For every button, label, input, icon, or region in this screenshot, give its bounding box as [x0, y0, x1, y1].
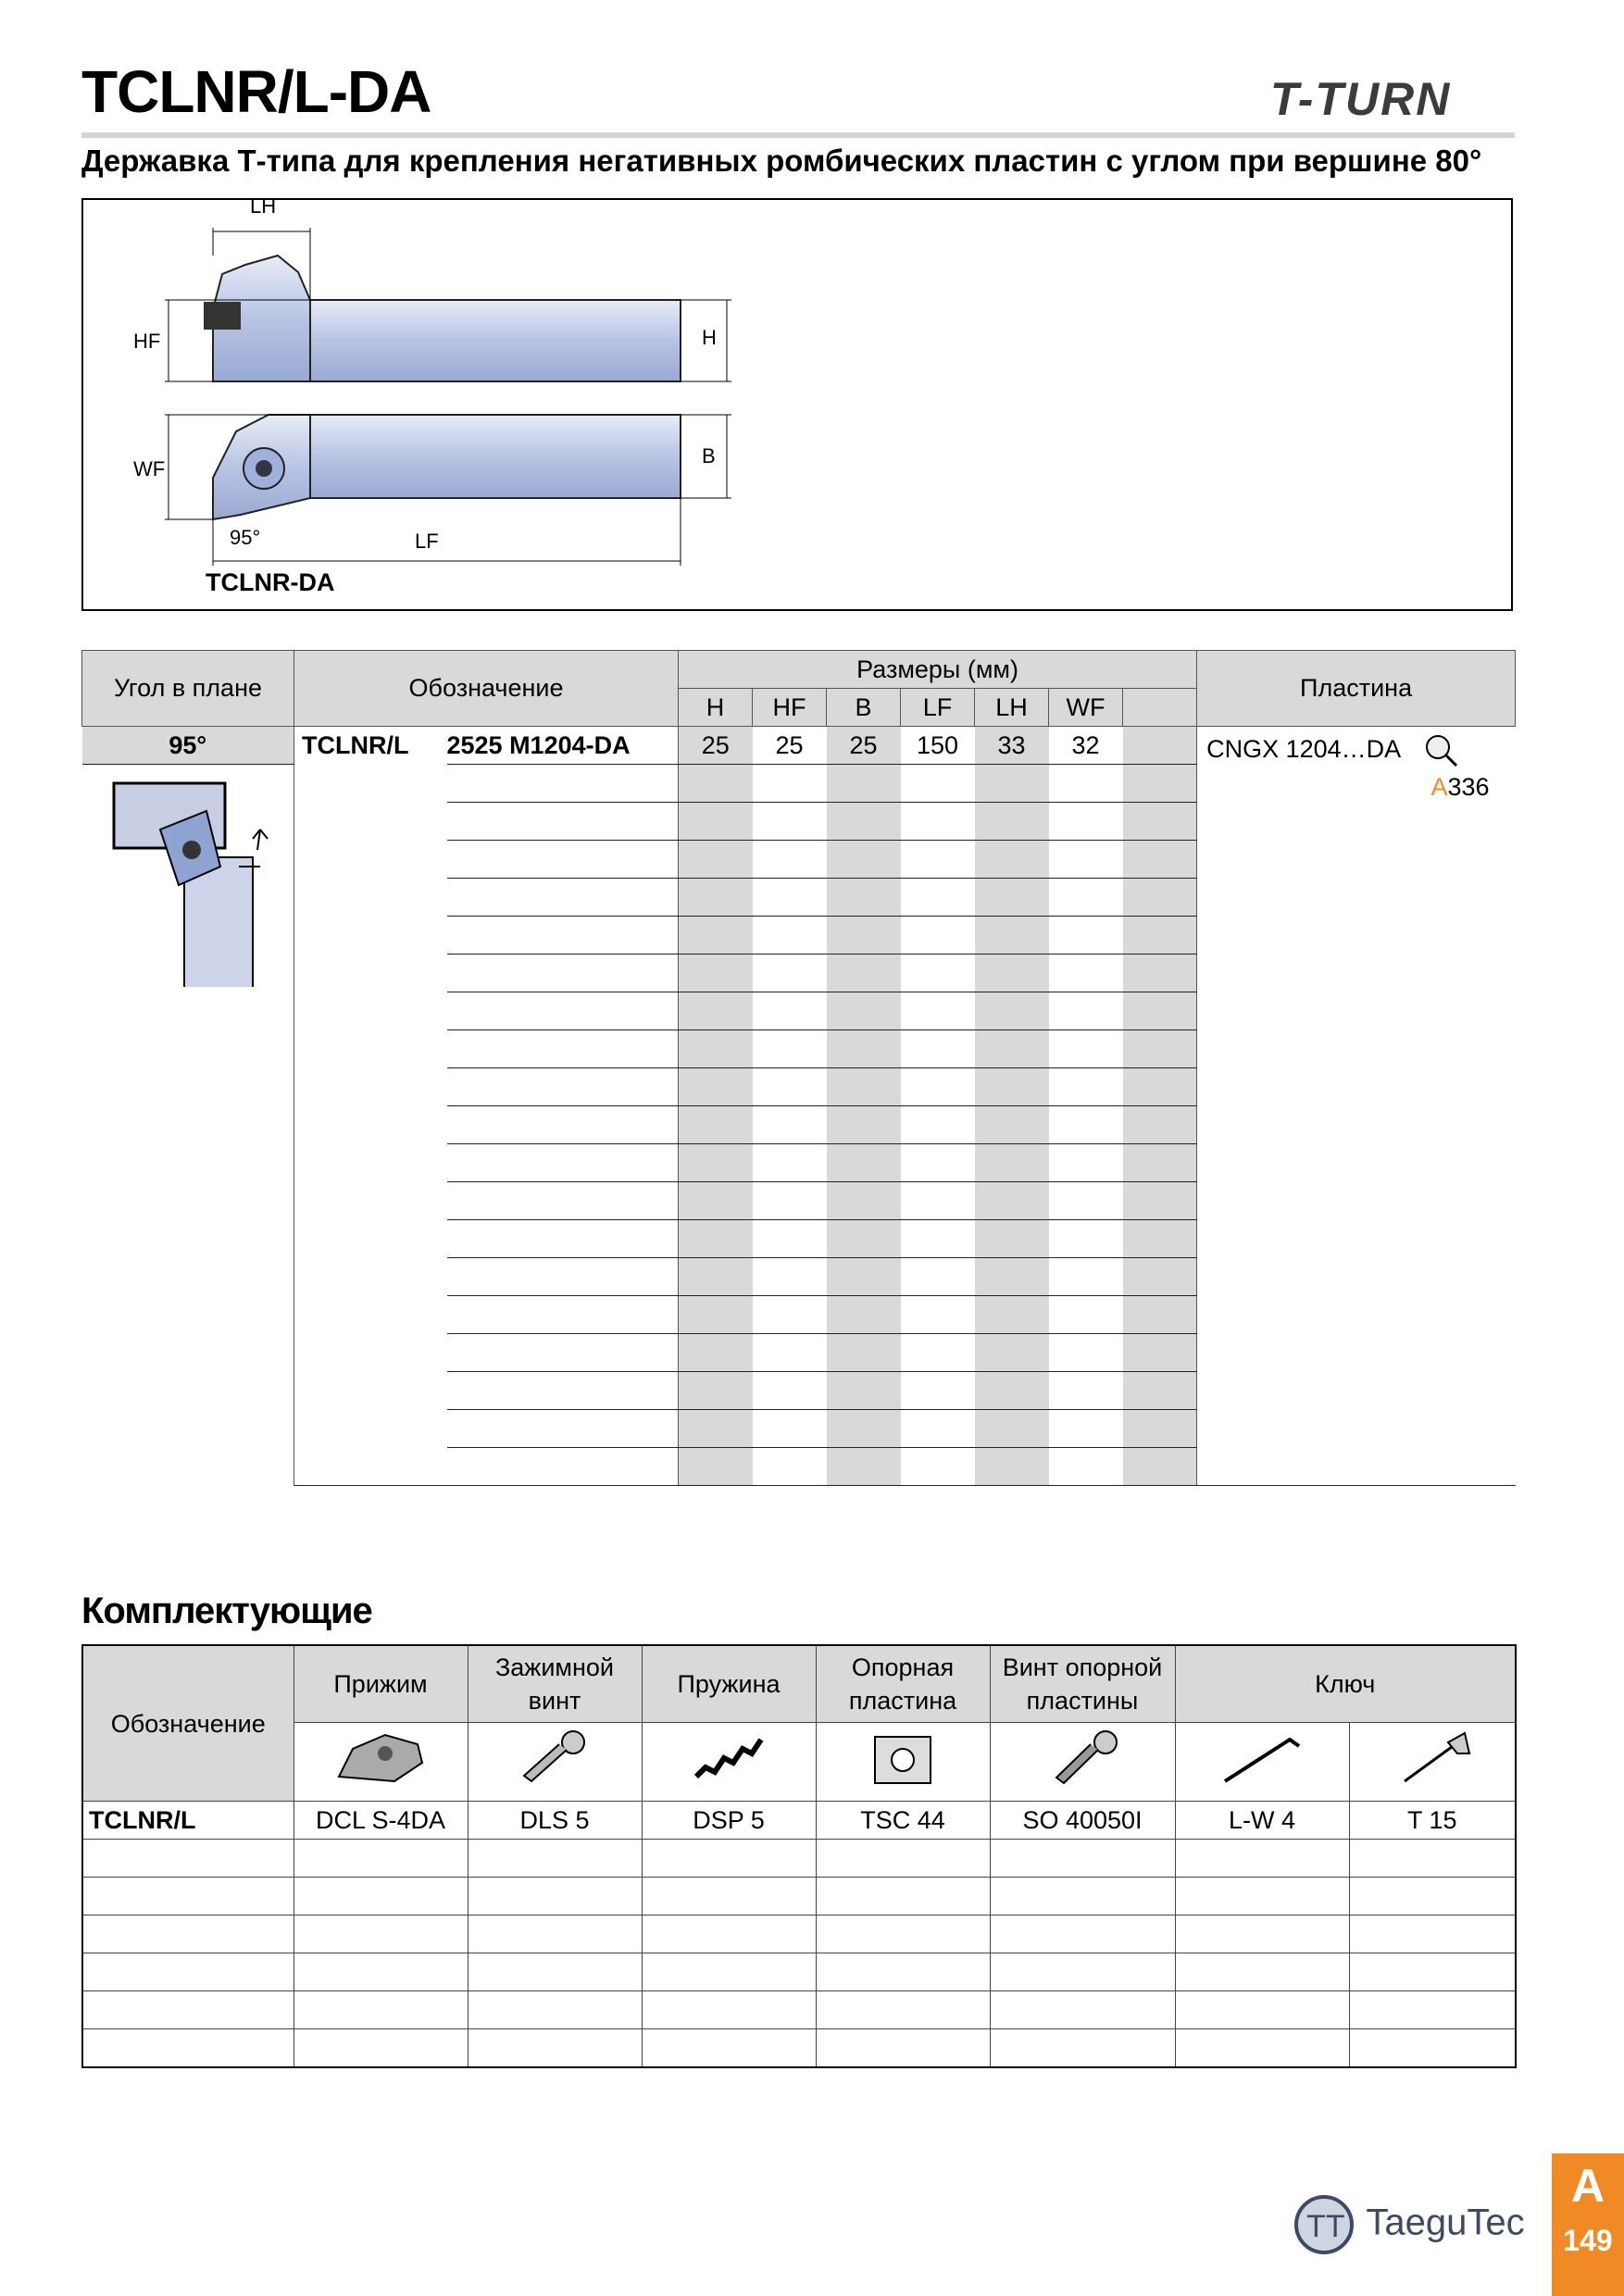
title-rule [81, 132, 1515, 138]
approach-angle-icon [95, 765, 281, 987]
header-dim-lf: LF [901, 689, 975, 727]
spring-icon [642, 1723, 816, 1802]
acc-key-2: T 15 [1349, 1802, 1516, 1840]
shank-side-view [310, 300, 681, 381]
accessories-title: Комплектующие [81, 1591, 372, 1631]
header-dim-hf: HF [753, 689, 827, 727]
section-letter: A [1570, 2160, 1605, 2212]
header-designation: Обозначение [294, 651, 679, 727]
header-dim-wf: WF [1049, 689, 1123, 727]
diagram-caption: TCLNR-DA [206, 568, 335, 596]
dim-label-h: H [702, 326, 717, 349]
acc-header-designation: Обозначение [82, 1645, 294, 1802]
page-number: 149 [1563, 2224, 1613, 2257]
acc-key-1: L-W 4 [1175, 1802, 1349, 1840]
hex-key-icon [1175, 1723, 1349, 1802]
tool-holder-drawing [83, 200, 1511, 609]
torx-key-icon [1349, 1723, 1516, 1802]
header-insert: Пластина [1197, 651, 1516, 727]
header-dim-lh: LH [975, 689, 1049, 727]
acc-header-shim-screw: Винт опорной пластины [990, 1645, 1175, 1723]
svg-text:TT: TT [1306, 2209, 1345, 2244]
angle-image-cell [82, 765, 294, 1486]
acc-header-screw: Зажимной винт [468, 1645, 642, 1723]
dim-label-lf: LF [415, 530, 439, 553]
insert-cell [1197, 727, 1516, 1486]
value-h: 25 [679, 727, 753, 765]
value-lf: 150 [901, 727, 975, 765]
acc-designation: TCLNR/L [82, 1802, 294, 1840]
diagram-box [81, 194, 1513, 611]
page-reference[interactable] [1206, 773, 1506, 802]
magnifier-icon[interactable] [1423, 732, 1460, 769]
shank-top-view [310, 415, 681, 498]
brand-logo [1270, 72, 1451, 126]
taegutec-emblem-icon [1292, 2192, 1356, 2257]
acc-shim: TSC 44 [816, 1802, 990, 1840]
page-ref-number: 336 [1447, 773, 1490, 801]
insert-code: CNGX 1204…DA [1206, 735, 1400, 764]
dim-label-b: B [702, 444, 716, 468]
acc-header-key: Ключ [1175, 1645, 1516, 1723]
clamp-icon [294, 1723, 468, 1802]
logo-text: TaeguTec [1366, 2202, 1525, 2243]
header-dim-b: B [827, 689, 901, 727]
acc-header-spring: Пружина [642, 1645, 816, 1723]
section-tab[interactable] [1552, 2153, 1624, 2296]
page-ref-prefix: A [1430, 773, 1448, 801]
dim-label-angle: 95° [230, 526, 261, 549]
table-row [82, 1802, 1516, 1840]
acc-shim-screw: SO 40050I [990, 1802, 1175, 1840]
product-table [81, 650, 1515, 1486]
dim-label-lh: LH [250, 194, 277, 218]
shim-icon [816, 1723, 990, 1802]
header-dimensions: Размеры (мм) [679, 651, 1197, 689]
table-row [82, 727, 1516, 765]
series-code: TCLNR/L [302, 730, 409, 759]
header-dim-h: H [679, 689, 753, 727]
value-blank [1123, 727, 1197, 765]
acc-spring: DSP 5 [642, 1802, 816, 1840]
dim-label-hf: HF [133, 330, 161, 353]
clamp-screw-icon [468, 1723, 642, 1802]
dim-label-wf: WF [133, 457, 166, 480]
value-hf: 25 [753, 727, 827, 765]
value-wf: 32 [1049, 727, 1123, 765]
acc-screw: DLS 5 [468, 1802, 642, 1840]
header-dim-blank [1123, 689, 1197, 727]
value-b: 25 [827, 727, 901, 765]
designation-code: 2525 M1204-DA [447, 727, 679, 765]
accessories-table [81, 1644, 1517, 2068]
header-angle: Угол в плане [82, 651, 294, 727]
acc-clamp: DCL S-4DA [294, 1802, 468, 1840]
value-lh: 33 [975, 727, 1049, 765]
angle-value: 95° [82, 727, 294, 765]
shim-screw-icon [990, 1723, 1175, 1802]
taegutec-logo [1292, 2192, 1525, 2257]
acc-header-shim: Опорная пластина [816, 1645, 990, 1723]
page-subtitle: Державка Т-типа для крепления негативных ромбических пластин с углом при вершине 80° [81, 144, 1482, 178]
brand-text: T-TURN [1270, 73, 1452, 125]
page-title: TCLNR/L-DA [81, 58, 431, 125]
acc-header-clamp: Прижим [294, 1645, 468, 1723]
